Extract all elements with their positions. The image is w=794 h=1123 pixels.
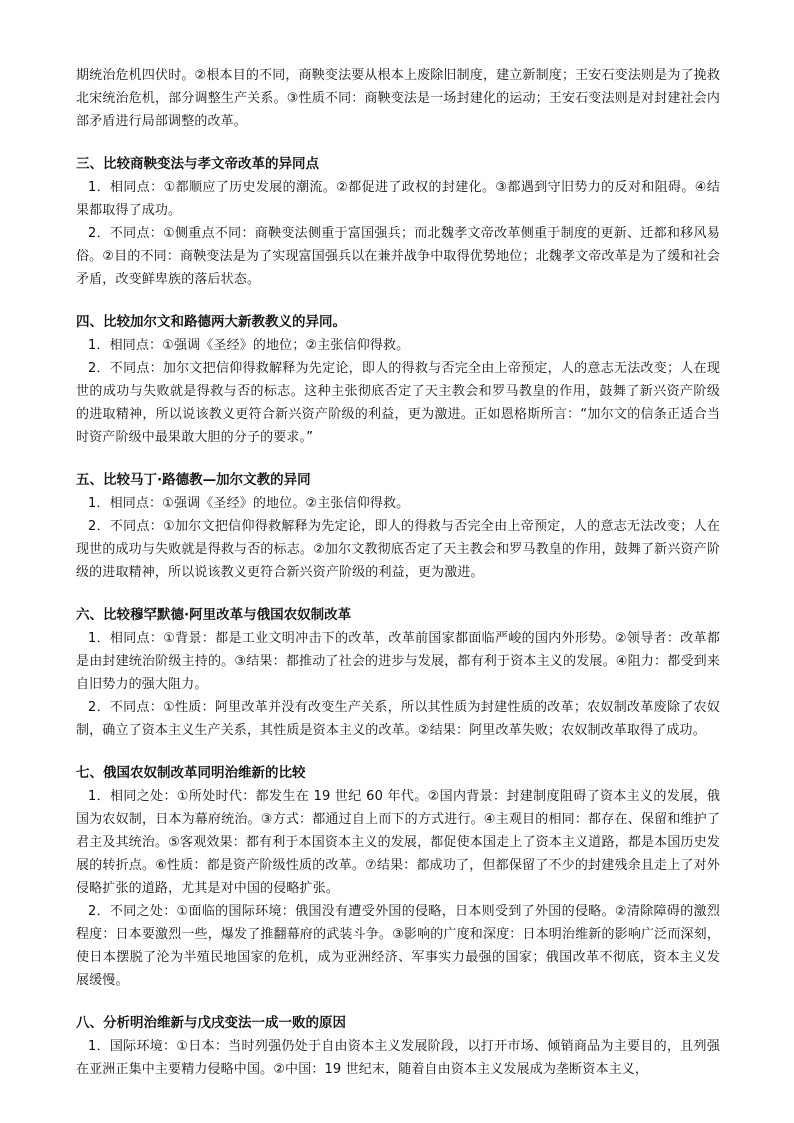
document-page xyxy=(76,64,720,1081)
section-6-para-2: 2．不同点：①性质：阿里改革并没有改变生产关系，所以其性质为封建性质的改革；农奴制改革废除了农奴制，确立了资本主义生产关系，其性质是资本主义的改革。②结果：阿里改革失败；农奴制改革取得了成功。 xyxy=(76,700,720,738)
section-7-para-2: 2．不同之处：①面临的国际环境：俄国没有遭受外国的侵略，日本则受到了外国的侵略。②清除障碍的激烈程度：日本要激烈一些，爆发了推翻幕府的武装斗争。③影响的广度和深度：日本明治维新的影响广泛而深刻，使日本摆脱了沦为半殖民地国家的危机，成为亚洲经济、军事实力最强的国家；俄国改革不彻底，资本主义发展缓慢。 xyxy=(76,904,720,988)
section-3-para-1: 1．相同点：①都顺应了历史发展的潮流。②都促进了政权的封建化。③都遇到守旧势力的反对和阻碍。④结果都取得了成功。 xyxy=(76,180,720,218)
section-6-para-1: 1．相同点：①背景：都是工业文明冲击下的改革，改革前国家都面临严峻的国内外形势。②领导者：改革都是由封建统治阶级主持的。③结果：都推动了社会的进步与发展，都有利于资本主义的发展。④阻力：都受到来自旧势力的强大阻力。 xyxy=(76,631,720,692)
section-3-heading: 三、比较商鞅变法与孝文帝改革的异同点 xyxy=(76,156,319,172)
section-5-para-1: 1．相同点：①强调《圣经》的地位。②主张信仰得救。 xyxy=(88,496,410,511)
section-7-heading: 七、俄国农奴制改革同明治维新的比较 xyxy=(76,765,306,781)
section-3-para-2: 2．不同点：①侧重点不同：商鞅变法侧重于富国强兵；而北魏孝文帝改革侧重于制度的更新、迁都和移风易俗。②目的不同：商鞅变法是为了实现富国强兵以在兼并战争中取得优势地位；北魏孝文帝改革是为了缓和社会矛盾，改变鲜卑族的落后状态。 xyxy=(76,226,720,287)
section-5-para-2: 2．不同点：①加尔文把信仰得救解释为先定论，即人的得救与否完全由上帝预定，人的意志无法改变；人在现世的成功与失败就是得救与否的标志。②加尔文教彻底否定了天主教会和罗马教皇的作用，鼓舞了新兴资产阶级的进取精神，所以说该教义更符合新兴资产阶级的利益，更为激进。 xyxy=(76,519,720,580)
section-5-heading: 五、比较马丁·路德教—加尔文教的异同 xyxy=(76,472,311,488)
section-4-para-2: 2．不同点：加尔文把信仰得救解释为先定论，即人的得救与否完全由上帝预定，人的意志无法改变；人在现世的成功与失败就是得救与否的标志。这种主张彻底否定了天主教会和罗马教皇的作用，鼓舞了新兴资产阶级的进取精神，所以说该教义更符合新兴资产阶级的利益，更为激进。正如恩格斯所言：“加尔文的信条正适合当时资产阶级中最果敢大胆的分子的要求。” xyxy=(76,361,720,445)
section-7-para-1: 1．相同之处：①所处时代：都发生在 19 世纪 60 年代。②国内背景：封建制度阻碍了资本主义的发展，俄国为农奴制，日本为幕府统治。③方式：都通过自上而下的方式进行。④主观目的相同：都存在、保留和维护了君主及其统治。⑤客观效果：都有利于本国资本主义的发展，都促使本国走上了资本主义道路，都是本国历史发展的转折点。⑥性质：都是资产阶级性质的改革。⑦结果：都成功了，但都保留了不少的封建残余且走上了对外侵略扩张的道路，尤其是对中国的侵略扩张。 xyxy=(76,789,720,896)
section-6-heading: 六、比较穆罕默德·阿里改革与俄国农奴制改革 xyxy=(76,607,352,623)
section-4-para-1: 1．相同点：①强调《圣经》的地位；②主张信仰得救。 xyxy=(88,338,410,353)
intro-paragraph: 期统治危机四伏时。②根本目的不同，商鞅变法要从根本上废除旧制度，建立新制度；王安石变法则是为了挽救北宋统治危机，部分调整生产关系。③性质不同：商鞅变法是一场封建化的运动；王安石变法则是对封建社会内部矛盾进行局部调整的改革。 xyxy=(76,68,720,129)
section-8-heading: 八、分析明治维新与戊戌变法一成一败的原因 xyxy=(76,1015,346,1031)
section-8-para-1: 1．国际环境：①日本：当时列强仍处于自由资本主义发展阶段，以打开市场、倾销商品为主要目的，且列强在亚洲正集中主要精力侵略中国。②中国：19 世纪末，随着自由资本主义发展成为垄断资本主义， xyxy=(76,1039,720,1077)
section-4-heading: 四、比较加尔文和路德两大新教教义的异同。 xyxy=(76,314,346,330)
